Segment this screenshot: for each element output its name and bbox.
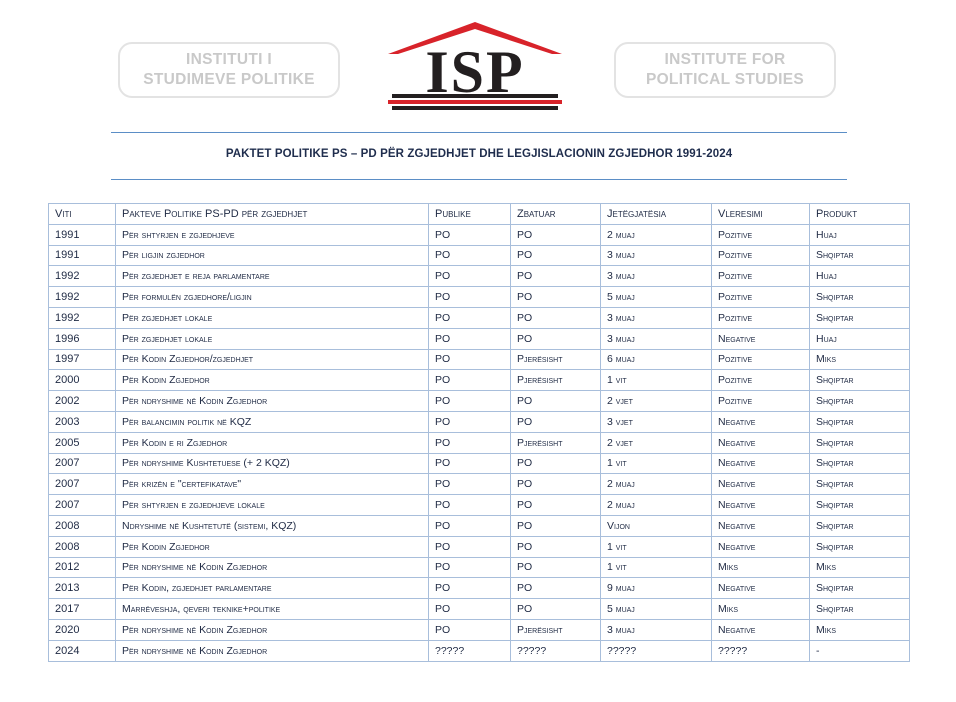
col-header-implemented: Zbatuar [511,204,601,225]
cell-public: PO [429,599,511,620]
cell-implemented: PO [511,391,601,412]
cell-pact: Për ndryshime Kushtetuese (+ 2 KQZ) [116,453,429,474]
cell-pact: Për ndryshime në Kodin Zgjedhor [116,557,429,578]
cell-product: Miks [810,349,910,370]
cell-public: PO [429,432,511,453]
cell-year: 2017 [49,599,116,620]
table-header-row [49,204,910,225]
cell-public: PO [429,474,511,495]
cell-implemented: PO [511,411,601,432]
cell-implemented: Pjerësisht [511,432,601,453]
cell-duration: 1 vit [601,453,712,474]
table-row [49,287,910,308]
cell-assessment: Negative [712,536,810,557]
cell-implemented: PO [511,495,601,516]
cell-duration: 3 muaj [601,307,712,328]
cell-duration: 2 vjet [601,432,712,453]
cell-product: Shqiptar [810,599,910,620]
cell-public: PO [429,453,511,474]
cell-product: Shqiptar [810,411,910,432]
institute-name-albanian [118,42,340,98]
cell-public: PO [429,349,511,370]
cell-public: PO [429,224,511,245]
cell-pact: Për balancimin politik në KQZ [116,411,429,432]
cell-product: Shqiptar [810,474,910,495]
cell-year: 2013 [49,578,116,599]
cell-public: PO [429,411,511,432]
cell-year: 2000 [49,370,116,391]
cell-implemented: PO [511,307,601,328]
cell-year: 2008 [49,536,116,557]
cell-duration: 1 vit [601,557,712,578]
cell-public: PO [429,578,511,599]
cell-pact: Për zgjedhjet lokale [116,328,429,349]
cell-pact: Për ndryshime në Kodin Zgjedhor [116,391,429,412]
col-header-year: Viti [49,204,116,225]
institute-name-english-line2: POLITICAL STUDIES [645,71,805,88]
cell-assessment: Negative [712,432,810,453]
cell-assessment: Pozitive [712,370,810,391]
table-row [49,515,910,536]
cell-pact: Marrëveshja, qeveri teknike+politike [116,599,429,620]
cell-assessment: Negative [712,453,810,474]
cell-product: Miks [810,619,910,640]
cell-duration: 1 vit [601,536,712,557]
cell-duration: 2 muaj [601,224,712,245]
cell-year: 2020 [49,619,116,640]
cell-assessment: Negative [712,578,810,599]
cell-pact: Për zgjedhjet lokale [116,307,429,328]
col-header-assessment: Vleresimi [712,204,810,225]
cell-public: PO [429,266,511,287]
cell-product: - [810,640,910,661]
cell-pact: Për Kodin, zgjedhjet parlamentare [116,578,429,599]
cell-assessment: ????? [712,640,810,661]
cell-implemented: Pjerësisht [511,349,601,370]
table-body [49,224,910,661]
table-row [49,411,910,432]
cell-product: Shqiptar [810,578,910,599]
cell-duration: 3 muaj [601,245,712,266]
cell-duration: 3 muaj [601,328,712,349]
cell-public: PO [429,619,511,640]
cell-duration: 6 muaj [601,349,712,370]
cell-pact: Për formulën zgjedhore/ligjin [116,287,429,308]
institute-name-albanian-line2: STUDIMEVE POLITIKE [143,71,315,88]
cell-year: 2012 [49,557,116,578]
table-row [49,599,910,620]
cell-product: Shqiptar [810,287,910,308]
table-row [49,536,910,557]
cell-year: 2008 [49,515,116,536]
cell-implemented: ????? [511,640,601,661]
cell-implemented: PO [511,224,601,245]
cell-year: 1996 [49,328,116,349]
cell-assessment: Pozitive [712,391,810,412]
cell-year: 1991 [49,224,116,245]
cell-public: PO [429,328,511,349]
cell-year: 2002 [49,391,116,412]
table-row [49,307,910,328]
cell-assessment: Negative [712,411,810,432]
cell-product: Huaj [810,266,910,287]
cell-assessment: Negative [712,474,810,495]
cell-year: 1992 [49,287,116,308]
cell-pact: Ndryshime në Kushtetutë (sistemi, KQZ) [116,515,429,536]
institute-name-english [614,42,836,98]
cell-year: 1992 [49,307,116,328]
table-row [49,578,910,599]
cell-implemented: Pjerësisht [511,370,601,391]
cell-product: Huaj [810,328,910,349]
cell-assessment: Negative [712,328,810,349]
cell-public: ????? [429,640,511,661]
cell-product: Shqiptar [810,245,910,266]
cell-implemented: PO [511,578,601,599]
cell-duration: 2 muaj [601,474,712,495]
cell-product: Shqiptar [810,536,910,557]
cell-pact: Për Kodin Zgjedhor/zgjedhjet [116,349,429,370]
table-row [49,619,910,640]
cell-assessment: Pozitive [712,224,810,245]
cell-assessment: Negative [712,495,810,516]
table-row [49,328,910,349]
cell-public: PO [429,287,511,308]
document-title: PAKTET POLITIKE PS – PD PËR ZGJEDHJET DHE LEGJISLACIONIN ZGJEDHOR 1991-2024 [225,148,733,160]
cell-product: Miks [810,557,910,578]
cell-public: PO [429,245,511,266]
cell-product: Huaj [810,224,910,245]
table-row [49,640,910,661]
cell-duration: 5 muaj [601,287,712,308]
table-row [49,432,910,453]
cell-product: Shqiptar [810,515,910,536]
table-row [49,349,910,370]
cell-implemented: PO [511,287,601,308]
cell-duration: 3 vjet [601,411,712,432]
cell-implemented: PO [511,474,601,495]
cell-implemented: PO [511,557,601,578]
cell-assessment: Pozitive [712,307,810,328]
cell-assessment: Miks [712,599,810,620]
cell-pact: Për ligjin zgjedhor [116,245,429,266]
cell-public: PO [429,307,511,328]
cell-product: Shqiptar [810,391,910,412]
cell-public: PO [429,515,511,536]
cell-year: 1992 [49,266,116,287]
cell-implemented: PO [511,515,601,536]
cell-implemented: PO [511,599,601,620]
cell-implemented: PO [511,536,601,557]
page-header [0,0,956,120]
col-header-pact: Pakteve Politike PS-PD për zgjedhjet [116,204,429,225]
cell-assessment: Negative [712,619,810,640]
cell-duration: 5 muaj [601,599,712,620]
cell-duration: Vijon [601,515,712,536]
table-row [49,474,910,495]
cell-assessment: Pozitive [712,287,810,308]
cell-pact: Për Kodin Zgjedhor [116,536,429,557]
cell-duration: 2 vjet [601,391,712,412]
cell-duration: 9 muaj [601,578,712,599]
table-row [49,495,910,516]
cell-assessment: Pozitive [712,245,810,266]
cell-product: Shqiptar [810,453,910,474]
cell-year: 1997 [49,349,116,370]
table-row [49,245,910,266]
cell-duration: 3 muaj [601,619,712,640]
cell-public: PO [429,370,511,391]
cell-year: 2007 [49,453,116,474]
table-row [49,370,910,391]
isp-logo [386,20,564,112]
table-row [49,224,910,245]
cell-year: 2005 [49,432,116,453]
table-row [49,266,910,287]
cell-assessment: Negative [712,515,810,536]
table-row [49,391,910,412]
cell-duration: 1 vit [601,370,712,391]
cell-implemented: PO [511,453,601,474]
cell-year: 2003 [49,411,116,432]
table-row [49,557,910,578]
political-pacts-table [48,203,910,662]
cell-pact: Për shtyrjen e zgjedhjeve [116,224,429,245]
cell-pact: Për ndryshime në Kodin Zgjedhor [116,619,429,640]
cell-assessment: Pozitive [712,266,810,287]
cell-product: Shqiptar [810,495,910,516]
cell-duration: 3 muaj [601,266,712,287]
cell-year: 2007 [49,474,116,495]
cell-public: PO [429,495,511,516]
cell-assessment: Miks [712,557,810,578]
cell-public: PO [429,391,511,412]
cell-product: Shqiptar [810,307,910,328]
cell-pact: Për krizën e "certefikatave" [116,474,429,495]
institute-name-english-line1: INSTITUTE FOR [664,51,786,68]
cell-implemented: PO [511,245,601,266]
isp-logo-text: ISP [425,39,525,105]
title-rule-bottom [111,179,847,180]
institute-name-albanian-line1: INSTITUTI I [186,51,272,68]
col-header-public: Publike [429,204,511,225]
cell-public: PO [429,536,511,557]
cell-implemented: PO [511,328,601,349]
cell-duration: ????? [601,640,712,661]
title-rule-top [111,132,847,133]
cell-year: 2007 [49,495,116,516]
cell-pact: Për shtyrjen e zgjedhjeve lokale [116,495,429,516]
cell-product: Shqiptar [810,432,910,453]
cell-implemented: PO [511,266,601,287]
col-header-product: Produkt [810,204,910,225]
cell-pact: Për Kodin Zgjedhor [116,370,429,391]
cell-public: PO [429,557,511,578]
cell-year: 1991 [49,245,116,266]
cell-pact: Për zgjedhjet e reja parlamentare [116,266,429,287]
cell-duration: 2 muaj [601,495,712,516]
cell-implemented: Pjerësisht [511,619,601,640]
cell-assessment: Pozitive [712,349,810,370]
cell-product: Shqiptar [810,370,910,391]
cell-year: 2024 [49,640,116,661]
cell-pact: Për Kodin e ri Zgjedhor [116,432,429,453]
table-row [49,453,910,474]
col-header-duration: Jetëgjatësia [601,204,712,225]
cell-pact: Për ndryshime në Kodin Zgjedhor [116,640,429,661]
